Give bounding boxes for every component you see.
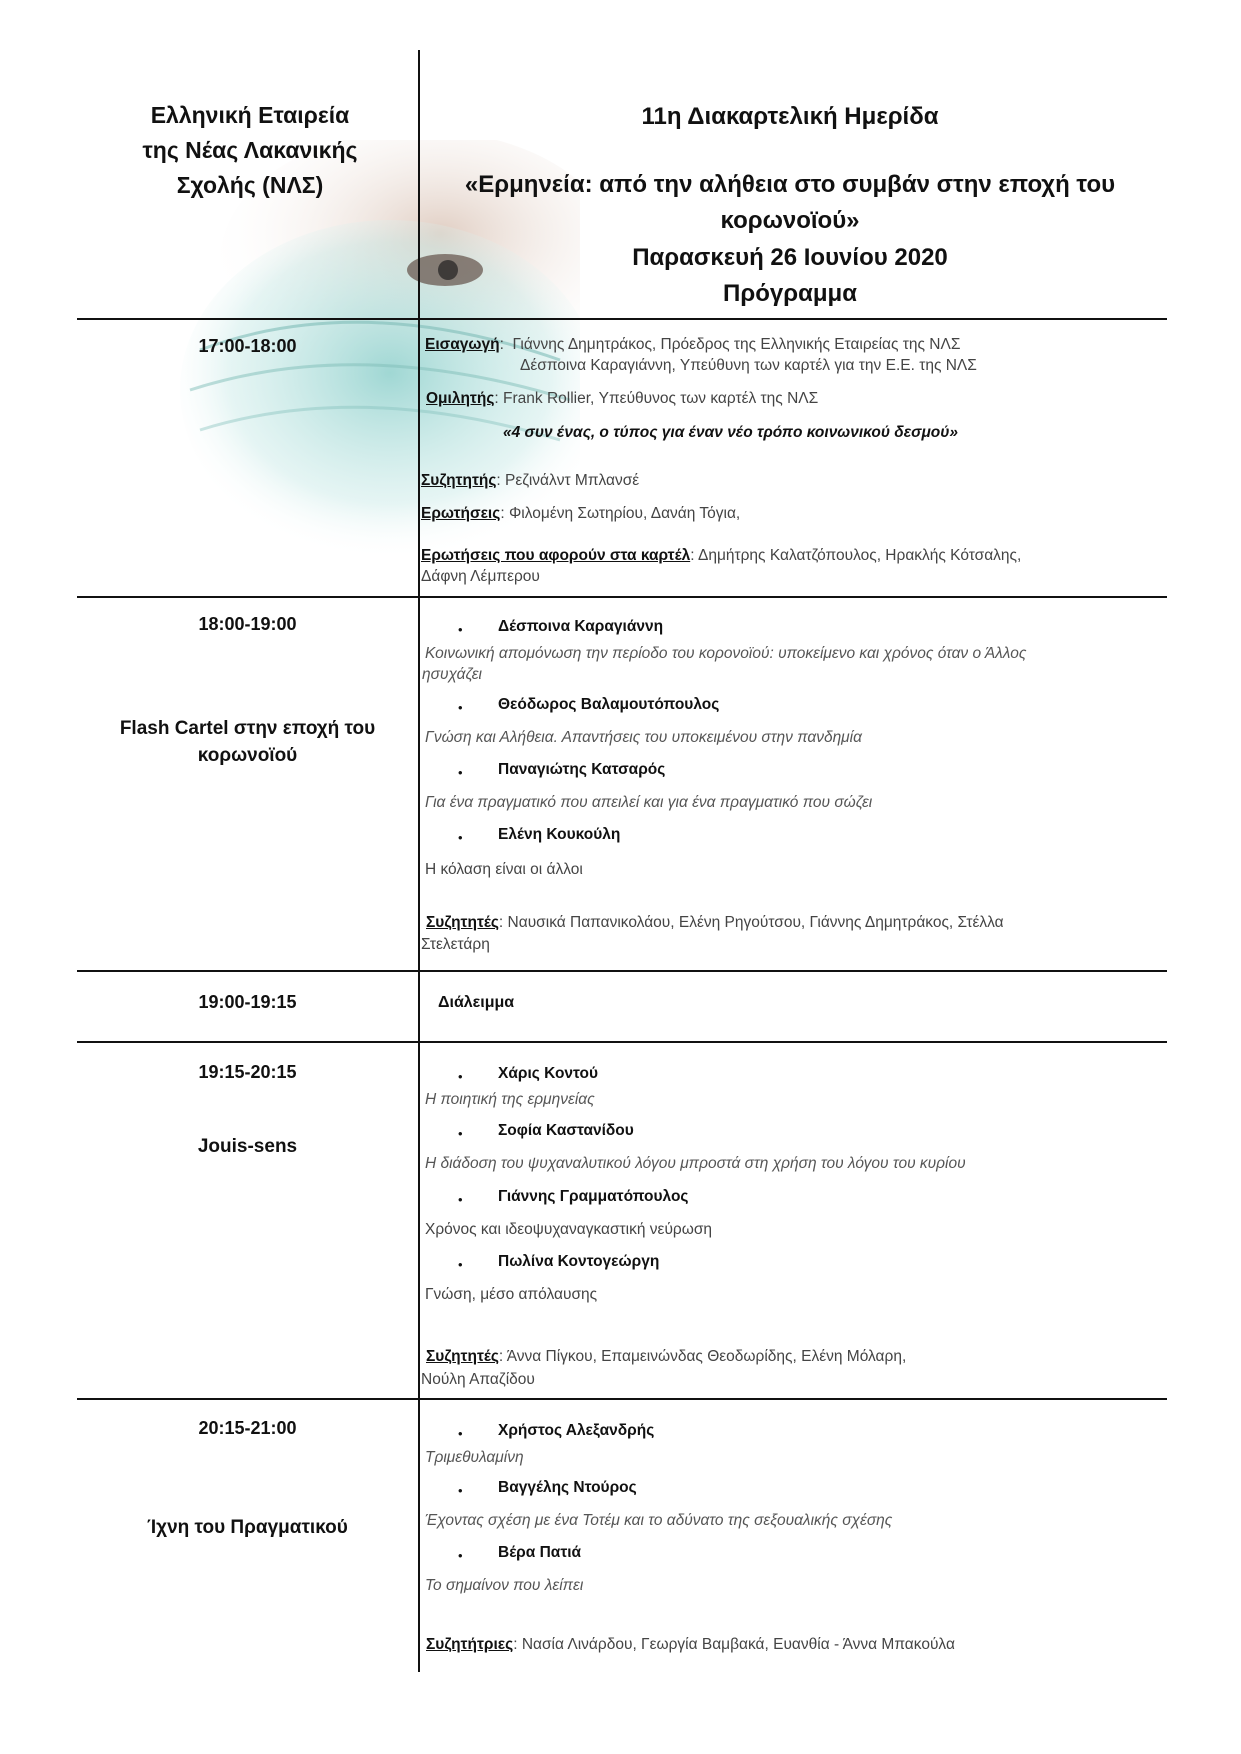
theme-line: κορωνοϊού» [720, 207, 860, 234]
org-line: της Νέας Λακανικής [142, 137, 358, 163]
discussant-label: Συζητητής [421, 472, 497, 489]
questions-line: Ερωτήσεις: Φιλομένη Σωτηρίου, Δανάη Τόγια, [421, 505, 741, 522]
discussants-line: Στελετάρη [421, 936, 490, 953]
speaker-name: Βαγγέλης Ντούρος [498, 1479, 637, 1496]
talk-title: Κοινωνική απομόνωση την περίοδο του κορονοϊού: υποκείμενο και χρόνος όταν ο Άλλος [425, 645, 1027, 662]
org-line: Ελληνική Εταιρεία [150, 102, 350, 128]
talk-title: Το σημαίνον που λείπει [425, 1577, 584, 1594]
bullet-icon: • [458, 1069, 463, 1084]
talk-title: Γνώση και Αλήθεια. Απαντήσεις του υποκειμένου στην πανδημία [425, 729, 862, 746]
cartel-questions-text: Δημήτρης Καλατζόπουλος, Ηρακλής Κότσαλης, [697, 547, 1022, 564]
event-title: 11η Διακαρτελική Ημερίδα [641, 103, 939, 130]
intro-line: Δέσποινα Καραγιάννη, Υπεύθυνη των καρτέλ για την Ε.Ε. της ΝΛΣ [520, 357, 977, 374]
discussants-text: Άννα Πίγκου, Επαμεινώνδας Θεοδωρίδης, Ελένη Μόλαρη, [506, 1348, 907, 1365]
bullet-icon: • [458, 830, 463, 845]
theme-line: «Ερμηνεία: από την αλήθεια στο συμβάν στην εποχή του [464, 171, 1116, 198]
slot-time: 20:15-21:00 [198, 1418, 297, 1438]
discussants-label: Συζητήτριες [426, 1636, 514, 1653]
speaker-name: Δέσποινα Καραγιάννη [498, 618, 664, 635]
discussants-line: Συζητητές: Ναυσικά Παπανικολάου, Ελένη Ρηγούτσου, Γιάννης Δημητράκος, Στέλλα [426, 914, 1004, 931]
speaker-name: Παναγιώτης Κατσαρός [498, 761, 666, 778]
divider [77, 1398, 1167, 1400]
talk-title: Η κόλαση είναι οι άλλοι [425, 861, 583, 878]
discussants-line: Συζητήτριες: Νασία Λινάρδου, Γεωργία Βαμβακά, Ευανθία - Άννα Μπακούλα [426, 1636, 955, 1653]
bullet-icon: • [458, 1126, 463, 1141]
speaker-name: Χάρις Κοντού [498, 1065, 599, 1082]
break-label: Διάλειμμα [438, 994, 515, 1011]
discussants-line: Συζητητές: Άννα Πίγκου, Επαμεινώνδας Θεοδωρίδης, Ελένη Μόλαρη, [426, 1348, 907, 1365]
talk-title: Γνώση, μέσο απόλαυσης [425, 1286, 598, 1303]
discussants-text: Νασία Λινάρδου, Γεωργία Βαμβακά, Ευανθία - Άννα Μπακούλα [521, 1636, 955, 1653]
organization-name [90, 98, 410, 203]
slot-time: 19:00-19:15 [198, 992, 297, 1012]
cartel-questions-line: Ερωτήσεις που αφορούν στα καρτέλ: Δημήτρης Καλατζόπουλος, Ηρακλής Κότσαλης, [421, 547, 1022, 564]
session-title: Ίχνη του Πραγματικού [147, 1517, 348, 1538]
program-heading: Πρόγραμμα [723, 280, 857, 307]
org-line: Σχολής (ΝΛΣ) [176, 172, 324, 198]
speaker-label: Ομιλητής [426, 390, 495, 407]
session-title [77, 715, 418, 769]
event-date: Παρασκευή 26 Ιουνίου 2020 [632, 244, 948, 271]
divider [77, 596, 1167, 598]
bullet-icon: • [458, 700, 463, 715]
speaker-name: Θεόδωρος Βαλαμουτόπουλος [498, 696, 720, 713]
talk-title: Τριμεθυλαμίνη [425, 1449, 524, 1466]
speaker-name: Σοφία Καστανίδου [498, 1122, 634, 1139]
talk-title: Η ποιητική της ερμηνείας [425, 1091, 595, 1108]
speaker-line: Ομιλητής: Frank Rollier, Υπεύθυνος των καρτέλ της ΝΛΣ [426, 390, 819, 407]
questions-label: Ερωτήσεις [421, 505, 501, 522]
slot-time: 18:00-19:00 [198, 614, 297, 634]
discussants-text: Ναυσικά Παπανικολάου, Ελένη Ρηγούτσου, Γιάννης Δημητράκος, Στέλλα [507, 914, 1004, 931]
talk-title: ησυχάζει [422, 666, 483, 683]
discussants-line: Νούλη Απαζίδου [421, 1371, 535, 1388]
bullet-icon: • [458, 765, 463, 780]
session-line: κορωνοϊού [197, 745, 298, 766]
discussants-label: Συζητητές [426, 1348, 499, 1365]
bullet-icon: • [458, 1548, 463, 1563]
discussant-line: Συζητητής: Ρεζινάλντ Μπλανσέ [421, 472, 640, 489]
talk-title: Η διάδοση του ψυχαναλυτικού λόγου μπροστά στη χρήση του λόγου του κυρίου [425, 1155, 966, 1172]
divider [77, 970, 1167, 972]
bullet-icon: • [458, 1483, 463, 1498]
discussants-label: Συζητητές [426, 914, 499, 931]
session-line: Flash Cartel στην εποχή του [119, 718, 376, 739]
session-title: Jouis-sens [197, 1136, 298, 1157]
talk-title: «4 συν ένας, ο τύπος για έναν νέο τρόπο κοινωνικού δεσμού» [503, 424, 959, 441]
slot-time: 17:00-18:00 [198, 336, 297, 356]
intro-line: Εισαγωγή: Γιάννης Δημητράκος, Πρόεδρος της Ελληνικής Εταιρείας της ΝΛΣ [425, 336, 961, 353]
intro-label: Εισαγωγή [425, 336, 500, 353]
discussant-text: Ρεζινάλντ Μπλανσέ [505, 472, 640, 489]
slot-time: 19:15-20:15 [198, 1062, 297, 1082]
talk-title: Έχοντας σχέση με ένα Τοτέμ και το αδύνατο της σεξουαλικής σχέσης [425, 1512, 893, 1529]
speaker-name: Πωλίνα Κοντογεώργη [498, 1253, 660, 1270]
speaker-name: Βέρα Πατιά [498, 1544, 582, 1561]
divider [77, 318, 1167, 320]
bullet-icon: • [458, 1257, 463, 1272]
speaker-text: Frank Rollier, Υπεύθυνος των καρτέλ της ΝΛΣ [503, 390, 819, 407]
bullet-icon: • [458, 1192, 463, 1207]
intro-text: Γιάννης Δημητράκος, Πρόεδρος της Ελληνικής Εταιρείας της ΝΛΣ [512, 336, 961, 353]
talk-title: Για ένα πραγματικό που απειλεί και για ένα πραγματικό που σώζει [425, 794, 873, 811]
cartel-questions-label: Ερωτήσεις που αφορούν στα καρτέλ [421, 547, 691, 564]
bullet-icon: • [458, 1426, 463, 1441]
talk-title: Χρόνος και ιδεοψυχαναγκαστική νεύρωση [425, 1221, 713, 1238]
cartel-questions-line: Δάφνη Λέμπερου [421, 568, 540, 585]
divider [77, 1041, 1167, 1043]
speaker-name: Ελένη Κουκούλη [498, 826, 621, 843]
speaker-name: Χρήστος Αλεξανδρής [498, 1422, 655, 1439]
bullet-icon: • [458, 622, 463, 637]
questions-text: Φιλομένη Σωτηρίου, Δανάη Τόγια, [508, 505, 741, 522]
speaker-name: Γιάννης Γραμματόπουλος [498, 1188, 689, 1205]
